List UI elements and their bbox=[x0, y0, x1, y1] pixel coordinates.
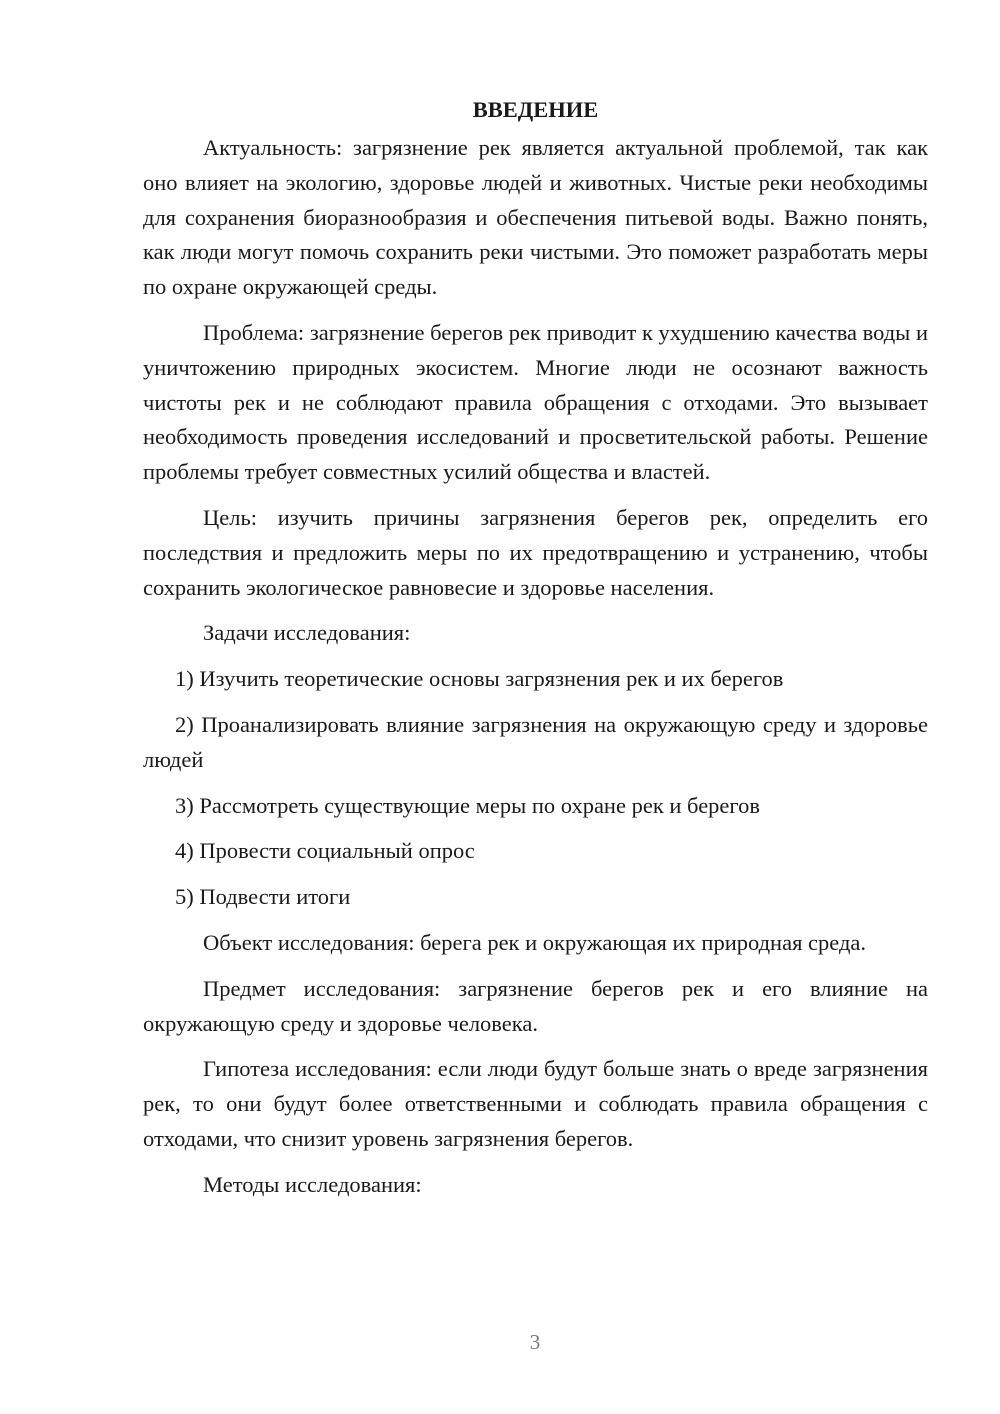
section-title: ВВЕДЕНИЕ bbox=[472, 97, 599, 122]
task-item-5: 5) Подвести итоги bbox=[175, 884, 351, 910]
task-item-3: 3) Рассмотреть существующие меры по охране рек и берегов bbox=[175, 792, 760, 818]
document-page bbox=[143, 92, 928, 1214]
paragraph-relevance: Актуальность: загрязнение рек является актуальной проблемой, так как оно влияет на экологию, здоровье людей и животных. Чистые реки необходимы для сохранения биоразнообразия и обеспечения питьевой воды. Важно понять, как люди могут помочь сохранить реки чистыми. Это поможет разработать меры по охране окружающей среды. bbox=[143, 135, 928, 300]
task-item-2: 2) Проанализировать влияние загрязнения на окружающую среду и здоровье людей bbox=[143, 711, 928, 772]
paragraph-object: Объект исследования: берега рек и окружающая их природная среда. bbox=[203, 929, 867, 955]
task-item-1: 1) Изучить теоретические основы загрязнения рек и их берегов bbox=[175, 666, 784, 692]
paragraph-subject: Предмет исследования: загрязнение берегов рек и его влияние на окружающую среду и здоровье человека. bbox=[143, 975, 928, 1036]
task-item-4: 4) Провести социальный опрос bbox=[175, 838, 475, 864]
paragraph-problem: Проблема: загрязнение берегов рек приводит к ухудшению качества воды и уничтожению природных экосистем. Многие люди не осознают важность чистоты рек и не соблюдают правила обращения с отходами. Это вызывает необходимость проведения исследований и просветительской работы. Решение проблемы требует совместных усилий общества и властей. bbox=[143, 319, 928, 485]
paragraph-hypothesis: Гипотеза исследования: если люди будут больше знать о вреде загрязнения рек, то они будут более ответственными и соблюдать правила обращения с отходами, что снизит уровень загрязнения берегов. bbox=[143, 1056, 928, 1151]
paragraph-goal: Цель: изучить причины загрязнения берегов рек, определить его последствия и предложить меры по их предотвращению и устранению, чтобы сохранить экологическое равновесие и здоровье населения. bbox=[143, 504, 928, 600]
page-number: 3 bbox=[529, 1330, 541, 1354]
paragraph-methods: Методы исследования: bbox=[203, 1171, 422, 1197]
paragraph-tasks-heading: Задачи исследования: bbox=[203, 620, 411, 646]
